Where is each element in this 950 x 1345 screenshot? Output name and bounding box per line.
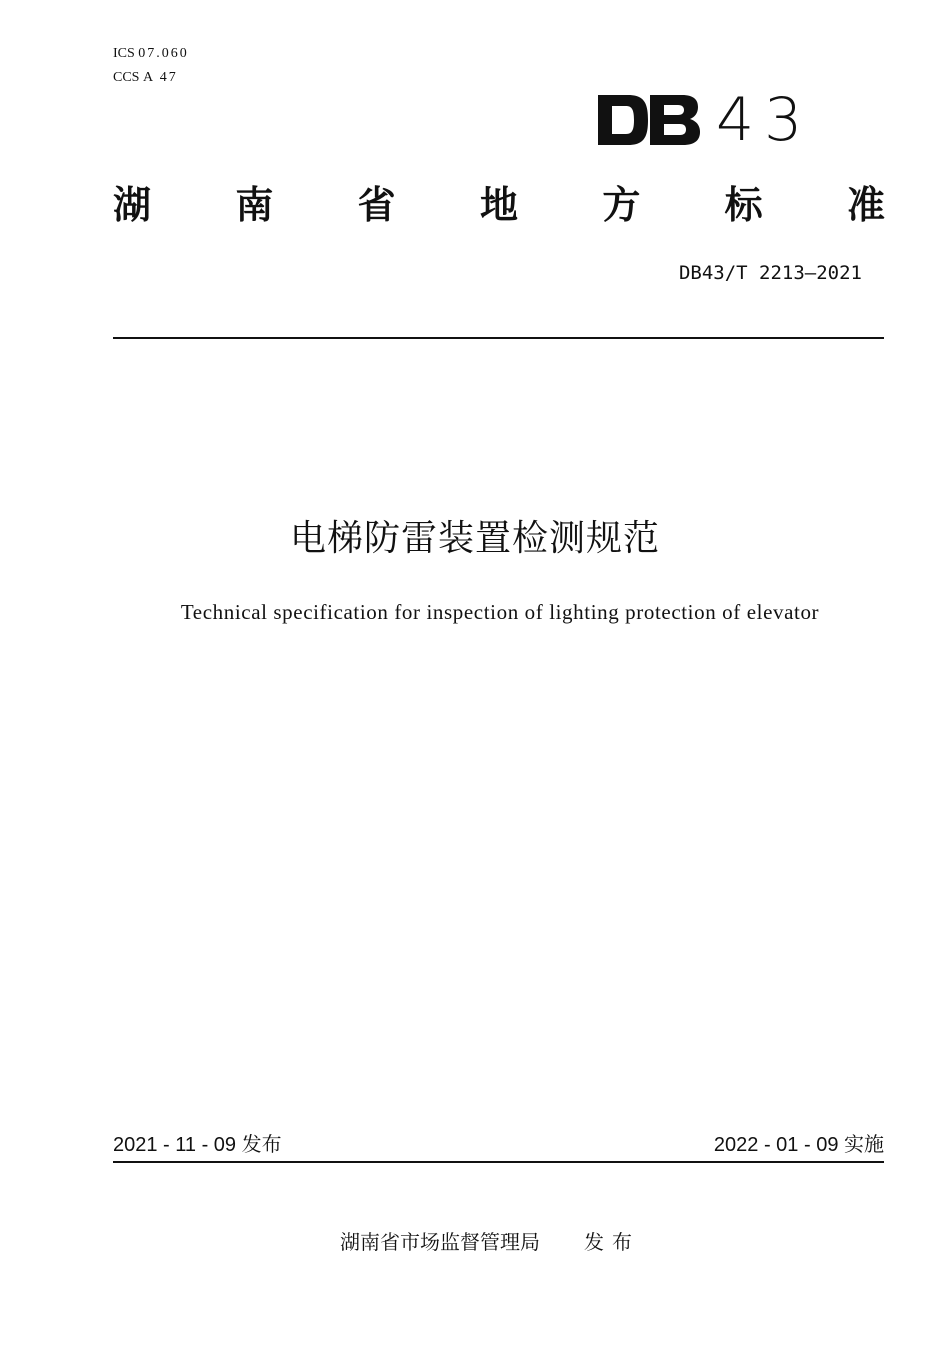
standard-type-char: 南 [235, 183, 274, 227]
issue-date: 2021 - 11 - 09 发布 [113, 1134, 282, 1156]
standard-type-char: 方 [602, 183, 641, 227]
standard-type-char: 标 [724, 183, 763, 227]
standard-type-heading [113, 180, 885, 230]
ccs-label: CCS [113, 70, 140, 85]
db-province-number: 43 [716, 85, 813, 155]
ccs-code [113, 70, 178, 86]
implementation-date: 2022 - 01 - 09 实施 [713, 1134, 884, 1156]
standard-code: DB43/T 2213—2021 [678, 262, 862, 284]
ics-label: ICS [113, 46, 135, 61]
db-logo-icon [598, 95, 700, 145]
standard-logo [598, 85, 813, 155]
standard-type-char: 地 [479, 183, 518, 227]
standard-type-char: 准 [846, 183, 885, 227]
standard-type-char: 湖 [113, 183, 152, 227]
standard-type-char: 省 [357, 183, 396, 227]
ccs-value: A 47 [142, 70, 178, 85]
document-title-english: Technical specification for inspection of lighting protection of elevator [180, 600, 820, 624]
publisher-action: 发布 [584, 1230, 640, 1254]
document-title-chinese: 电梯防雷装置检测规范 [289, 518, 660, 559]
bottom-divider [113, 1161, 884, 1163]
ics-value: 07.060 [138, 46, 189, 61]
publisher-organization: 湖南省市场监督管理局 [340, 1230, 540, 1254]
top-divider [113, 337, 884, 339]
ics-code [113, 46, 189, 62]
publisher-line [0, 1229, 950, 1255]
